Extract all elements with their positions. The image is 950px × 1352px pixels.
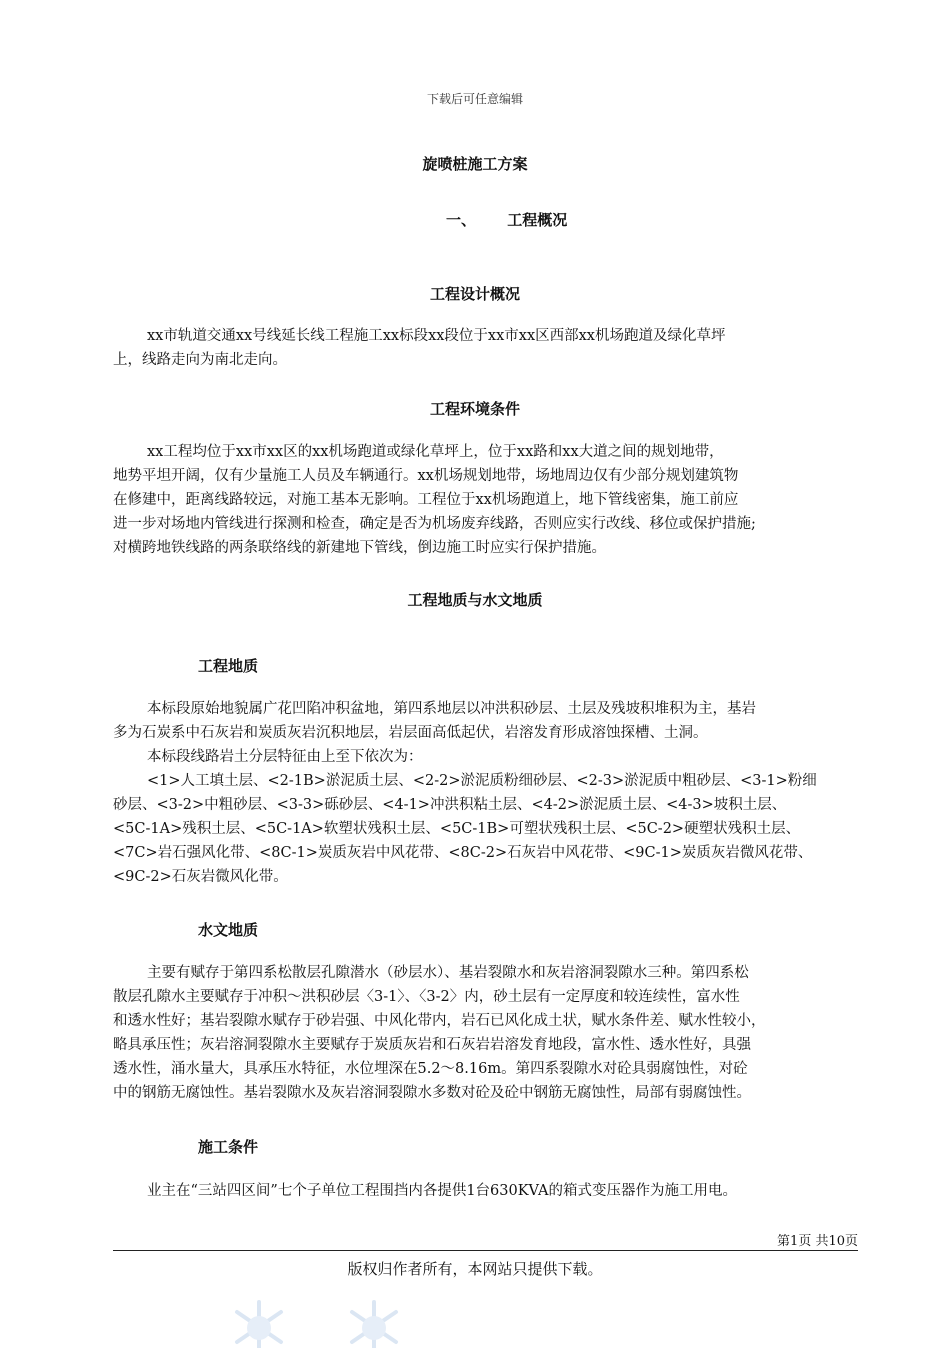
paragraph-line: 在修建中，距离线路较远，对施工基本无影响。工程位于xx机场跑道上，地下管线密集，施工前应: [113, 492, 739, 508]
paragraph-line: <1>人工填土层、<2-1B>淤泥质土层、<2-2>淤泥质粉细砂层、<2-3>淤泥质中粗砂层、<3-1>粉细: [147, 773, 817, 789]
paragraph-line: 多为石炭系中石灰岩和炭质灰岩沉积地层，岩层面高低起伏，岩溶发育形成溶蚀探槽、土洞。: [113, 725, 708, 741]
paragraph-line: 本标段原始地貌属广花凹陷冲积盆地，第四系地层以冲洪积砂层、土层及残坡积堆积为主，基岩: [147, 701, 756, 717]
paragraph-line: 上，线路走向为南北走向。: [113, 352, 287, 368]
construction-paragraph: [113, 1179, 858, 1203]
paragraph-line: xx工程均位于xx市xx区的xx机场跑道或绿化草坪上，位于xx路和xx大道之间的规划地带，: [147, 444, 724, 460]
hydrology-heading: 水文地质: [198, 921, 259, 939]
copyright-note: 版权归作者所有，本网站只提供下载。: [347, 1260, 603, 1278]
section-number: 一、: [446, 211, 477, 229]
footer-rule: [113, 1250, 858, 1251]
design-heading: 工程设计概况: [429, 285, 520, 303]
design-paragraph: [113, 324, 858, 372]
paragraph-line: 本标段线路岩土分层特征由上至下依次为：: [147, 749, 423, 765]
paragraph-line: 和透水性好；基岩裂隙水赋存于砂岩强、中风化带内，岩石已风化成土状，赋水条件差、赋水性较小，: [113, 1013, 766, 1029]
page-number: 第1页 共10页: [777, 1234, 858, 1249]
construction-heading: 施工条件: [198, 1138, 259, 1156]
paragraph-line: 散层孔隙水主要赋存于冲积～洪积砂层〈3-1〉、〈3-2〉内，砂土层有一定厚度和较连续性，富水性: [113, 989, 740, 1005]
paragraph-line: 对横跨地铁线路的两条联络线的新建地下管线，倒边施工时应实行保护措施。: [113, 540, 606, 556]
paragraph-line: 进一步对场地内管线进行探测和检查，确定是否为机场废弃线路，否则应实行改线、移位或保护措施;: [113, 516, 756, 532]
header-note: 下载后可任意编辑: [426, 92, 523, 106]
environment-paragraph: [113, 440, 858, 560]
hydrology-paragraph: [113, 961, 858, 1105]
paragraph-line: xx市轨道交通xx号线延长线工程施工xx标段xx段位于xx市xx区西部xx机场跑道及绿化草坪: [147, 328, 726, 344]
paragraph-line: <9C-2>石灰岩微风化带。: [113, 869, 288, 885]
paragraph-line: <7C>岩石强风化带、<8C-1>炭质灰岩中风花带、<8C-2>石灰岩中风花带、<9C-1>炭质灰岩微风花带、: [113, 845, 813, 861]
paragraph-line: 业主在“三站四区间”七个子单位工程围挡内各提供1台630KVA的箱式变压器作为施工用电。: [147, 1183, 738, 1199]
paragraph-line: 略具承压性；灰岩溶洞裂隙水主要赋存于炭质灰岩和石灰岩岩溶发育地段，富水性、透水性好，具强: [113, 1037, 751, 1053]
paragraph-line: 透水性，涌水量大，具承压水特征，水位埋深在5.2～8.16m。第四系裂隙水对砼具弱腐蚀性，对砼: [113, 1061, 748, 1077]
environment-heading: 工程环境条件: [429, 400, 520, 418]
paragraph-line: <5C-1A>残积土层、<5C-1A>软塑状残积土层、<5C-1B>可塑状残积土层、<5C-2>硬塑状残积土层、: [113, 821, 801, 837]
document-title: 旋喷桩施工方案: [422, 155, 528, 173]
paragraph-line: 地势平坦开阔，仅有少量施工人员及车辆通行。xx机场规划地带，场地周边仅有少部分规划建筑物: [113, 468, 739, 484]
snowflake-icon: [341, 1298, 407, 1348]
section-title: 工程概况: [507, 211, 568, 229]
snowflake-icon: [226, 1298, 292, 1348]
geology-paragraph: [113, 697, 858, 889]
geo-hydro-heading: 工程地质与水文地质: [407, 591, 543, 609]
geology-heading: 工程地质: [198, 657, 259, 675]
paragraph-line: 砂层、<3-2>中粗砂层、<3-3>砾砂层、<4-1>冲洪积粘土层、<4-2>淤泥质土层、<4-3>坡积土层、: [113, 797, 787, 813]
paragraph-line: 中的钢筋无腐蚀性。基岩裂隙水及灰岩溶洞裂隙水多数对砼及砼中钢筋无腐蚀性，局部有弱腐蚀性。: [113, 1085, 751, 1101]
paragraph-line: 主要有赋存于第四系松散层孔隙潜水（砂层水）、基岩裂隙水和灰岩溶洞裂隙水三种。第四系松: [147, 965, 749, 981]
section-heading: [446, 209, 567, 230]
